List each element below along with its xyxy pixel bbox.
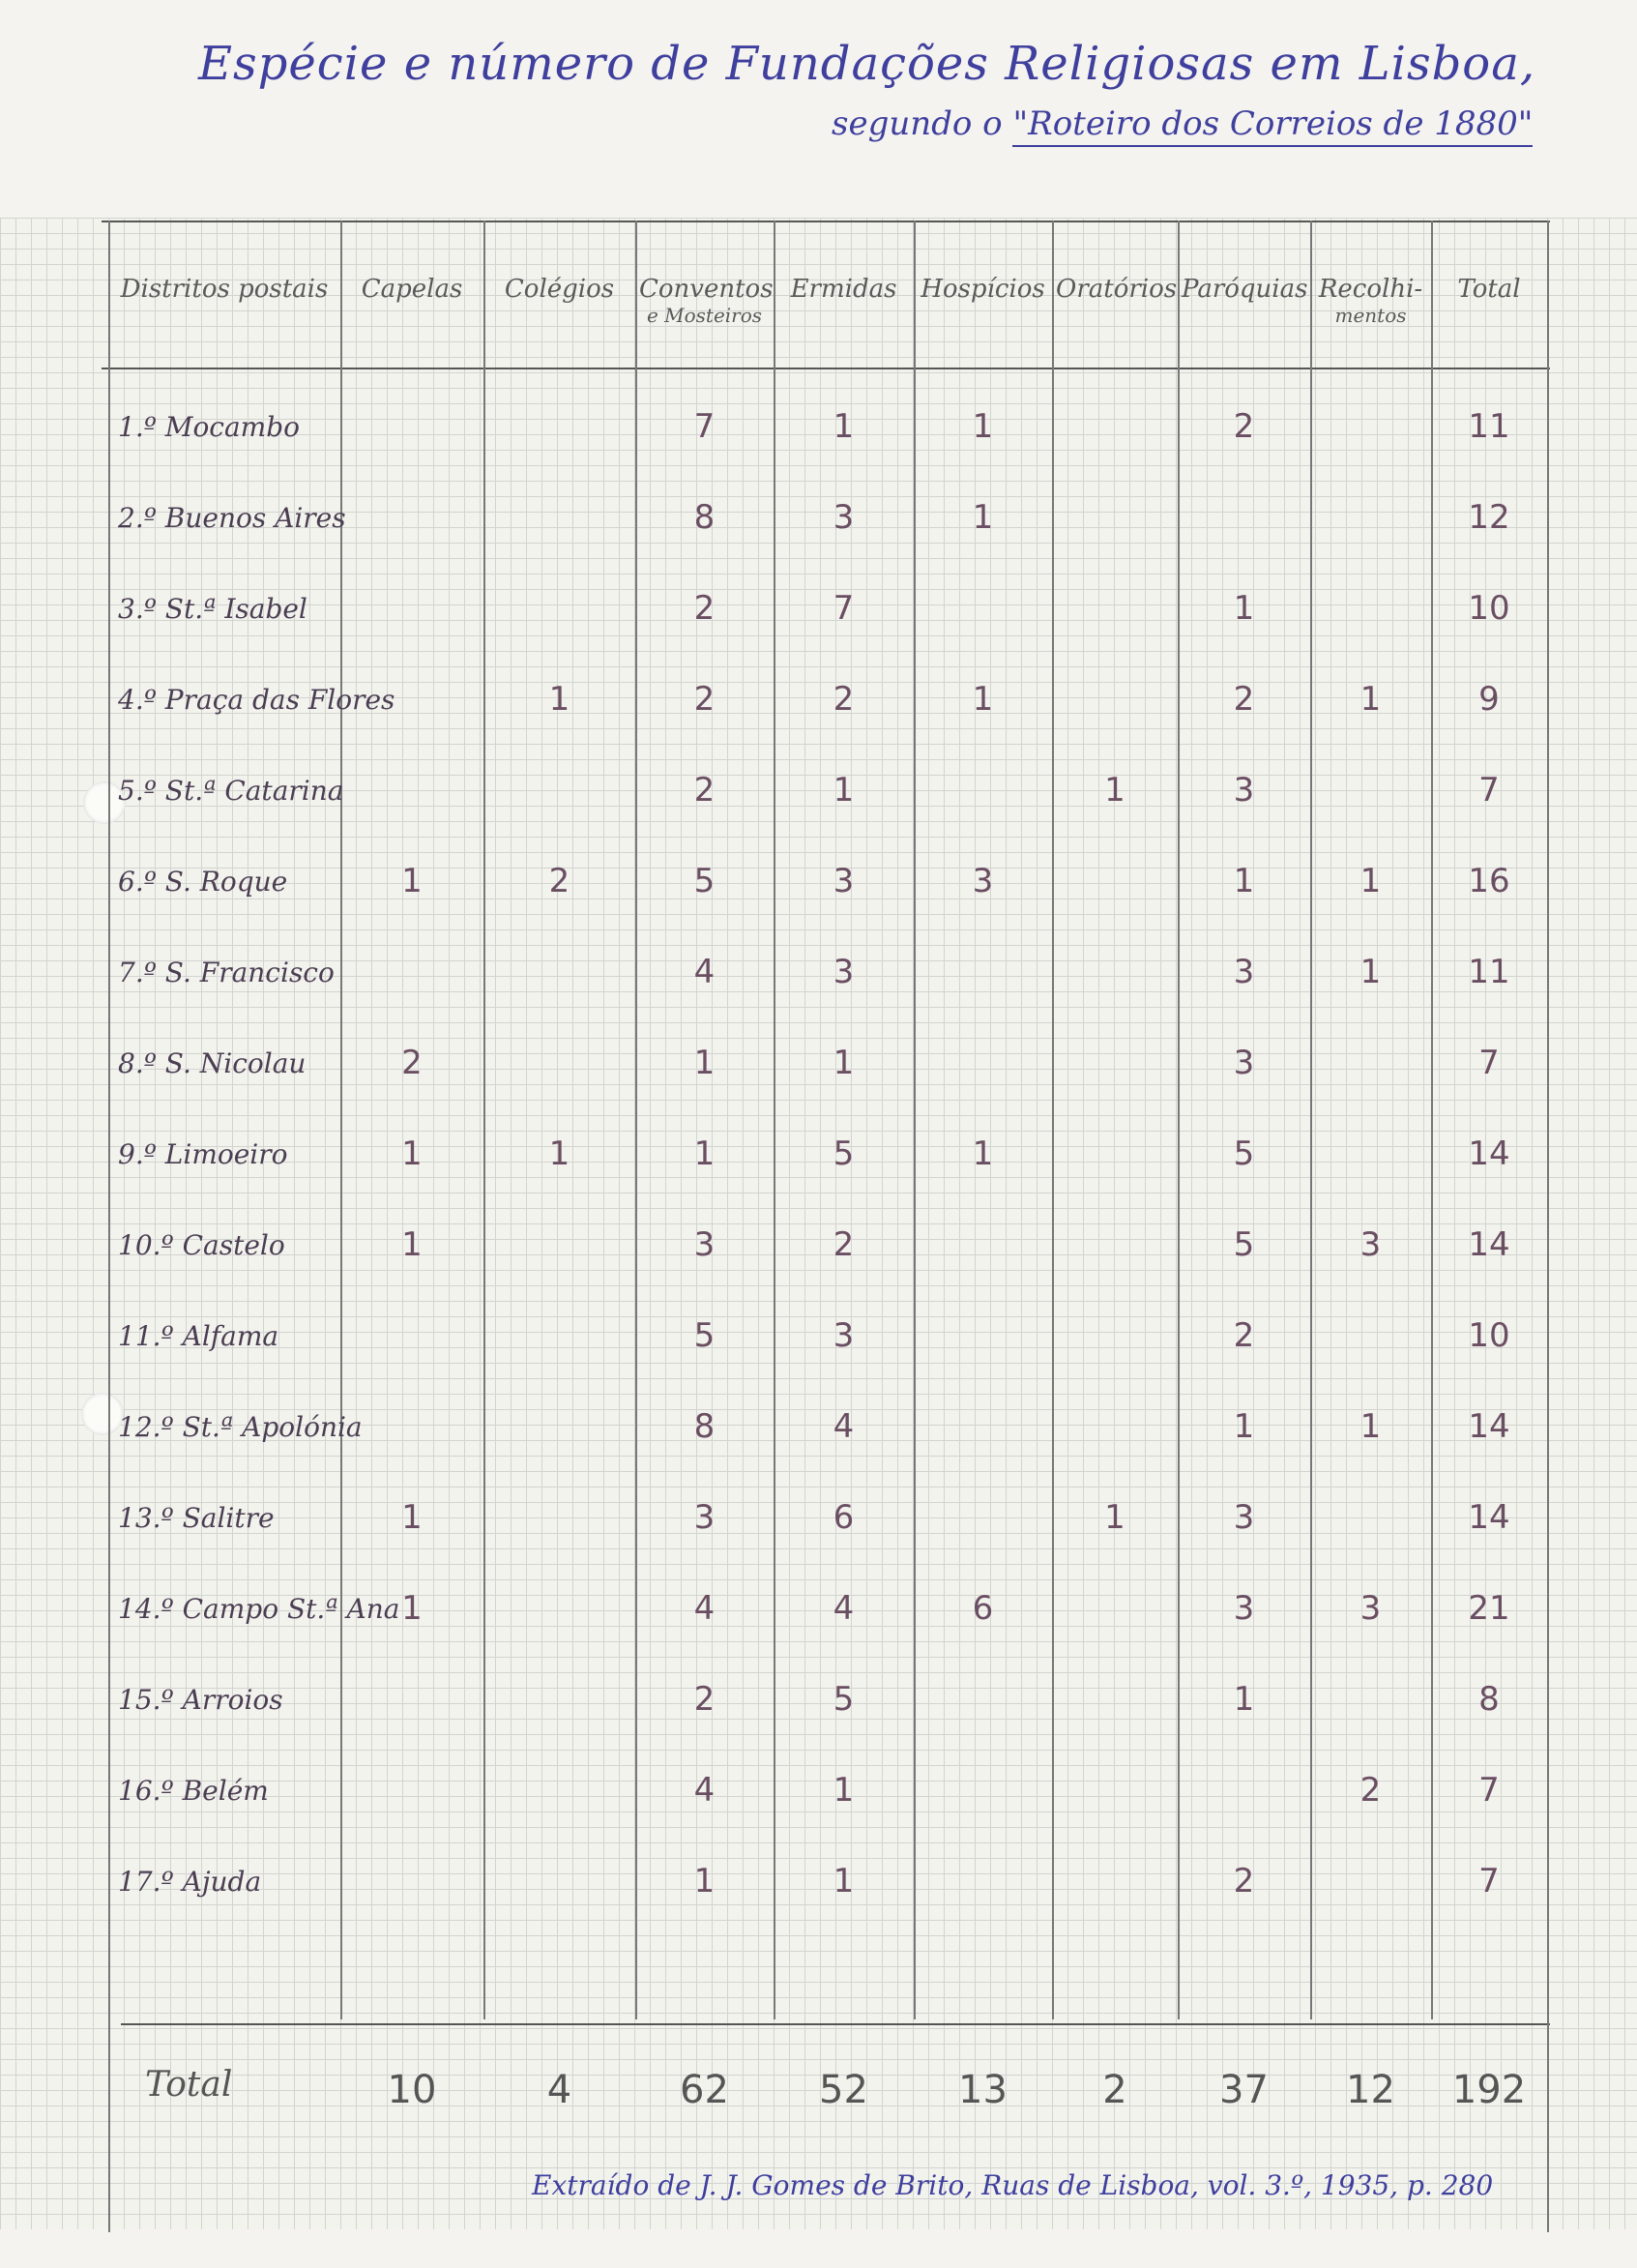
table-cell: 1 — [972, 1134, 994, 1173]
column-header-label: Hospícios — [921, 275, 1045, 304]
table-cell: 1 — [1359, 680, 1382, 719]
table-cell: 2 — [1233, 407, 1255, 446]
column-header — [1056, 275, 1178, 305]
district-label: 14.º Campo St.ª Ana — [118, 1593, 400, 1625]
table-cell: 1 — [693, 1862, 716, 1900]
district-label: 10.º Castelo — [118, 1229, 285, 1261]
header-divider — [102, 368, 1550, 369]
table-cell: 1 — [1359, 862, 1382, 900]
table-cell: 3 — [833, 1316, 855, 1355]
table-cell: 3 — [833, 862, 855, 900]
table-cell: 1 — [548, 680, 570, 719]
column-rule — [1547, 221, 1549, 2232]
table-cell: 3 — [972, 862, 994, 900]
total-cell: 13 — [958, 2068, 1008, 2112]
table-cell: 1 — [693, 1044, 716, 1082]
table-cell: 12 — [1468, 498, 1510, 537]
column-header — [777, 276, 910, 305]
table-cell: 16 — [1468, 862, 1510, 900]
table-cell: 10 — [1468, 1316, 1510, 1355]
table-cell: 4 — [833, 1589, 855, 1628]
table-cell: 2 — [693, 771, 716, 810]
column-rule — [635, 221, 637, 2019]
district-label: 2.º Buenos Aires — [118, 502, 346, 534]
district-label: 3.º St.ª Isabel — [118, 593, 307, 625]
table-cell: 2 — [548, 862, 570, 900]
column-header — [639, 275, 774, 327]
table-cell: 14 — [1468, 1225, 1510, 1264]
table-cell: 1 — [833, 1862, 855, 1900]
district-label: 16.º Belém — [118, 1775, 269, 1807]
column-header — [112, 276, 336, 305]
table-cell: 5 — [1233, 1225, 1255, 1264]
table-cell: 5 — [1233, 1134, 1255, 1173]
total-cell: 2 — [1102, 2068, 1127, 2112]
table-cell: 1 — [972, 680, 994, 719]
table-cell: 8 — [693, 498, 716, 537]
table-cell: 5 — [833, 1134, 855, 1173]
table-cell: 1 — [1233, 1680, 1255, 1719]
column-rule — [774, 221, 775, 2019]
table-cell: 1 — [401, 1498, 423, 1537]
column-header-label: Ermidas — [790, 275, 897, 304]
table-cell: 7 — [1478, 1044, 1500, 1082]
table-cell: 1 — [548, 1134, 570, 1173]
table-cell: 5 — [833, 1680, 855, 1719]
district-label: 4.º Praça das Flores — [118, 684, 395, 716]
subtitle-prefix: segundo o — [832, 104, 1013, 143]
table-cell: 1 — [1233, 1407, 1255, 1446]
table-cell: 3 — [693, 1498, 716, 1537]
total-cell: 62 — [680, 2068, 729, 2112]
column-header-label: Colégios — [504, 275, 615, 304]
table-cell: 3 — [1359, 1589, 1382, 1628]
district-label: 15.º Arroios — [118, 1684, 283, 1716]
table-cell: 3 — [833, 953, 855, 991]
district-label: 13.º Salitre — [118, 1502, 275, 1534]
column-header-sublabel: e Mosteiros — [646, 303, 763, 327]
column-header — [1435, 276, 1543, 305]
column-rule — [340, 221, 342, 2019]
table-cell: 2 — [833, 1225, 855, 1264]
district-label: 9.º Limoeiro — [118, 1138, 288, 1170]
column-header — [487, 276, 631, 305]
table-cell: 3 — [833, 498, 855, 537]
table-cell: 3 — [1233, 1044, 1255, 1082]
column-header-label: Distritos postais — [120, 275, 329, 304]
table-cell: 4 — [833, 1407, 855, 1446]
table-cell: 2 — [1233, 680, 1255, 719]
table-cell: 6 — [972, 1589, 994, 1628]
column-header — [1314, 276, 1427, 327]
table-cell: 4 — [693, 953, 716, 991]
table-cell: 1 — [972, 498, 994, 537]
table-cell: 3 — [693, 1225, 716, 1264]
table-cell: 2 — [693, 589, 716, 628]
district-label: 11.º Alfama — [118, 1320, 279, 1352]
district-label: 6.º S. Roque — [118, 866, 288, 898]
column-header-label: Capelas — [361, 275, 463, 304]
column-header — [344, 276, 480, 305]
table-cell: 3 — [1233, 1589, 1255, 1628]
table-cell: 5 — [693, 1316, 716, 1355]
table-cell: 1 — [401, 1589, 423, 1628]
table-cell: 1 — [401, 862, 423, 900]
table-top-border — [102, 221, 1550, 222]
table-cell: 1 — [972, 407, 994, 446]
column-rule — [1431, 221, 1433, 2019]
column-header-label: Recolhi- — [1318, 275, 1423, 304]
table-cell: 1 — [1359, 953, 1382, 991]
table-cell: 1 — [1104, 771, 1125, 810]
column-rule — [1178, 221, 1180, 2019]
column-header-label: Oratórios — [1056, 275, 1178, 304]
column-rule — [1310, 221, 1312, 2019]
total-cell: 37 — [1219, 2068, 1269, 2112]
table-cell: 1 — [401, 1225, 423, 1264]
table-cell: 10 — [1468, 589, 1510, 628]
table-cell: 3 — [1233, 1498, 1255, 1537]
district-label: 12.º St.ª Apolónia — [118, 1411, 363, 1443]
district-label: 17.º Ajuda — [118, 1866, 262, 1898]
table-cell: 2 — [1359, 1771, 1382, 1810]
table-cell: 14 — [1468, 1498, 1510, 1537]
table-cell: 1 — [1104, 1498, 1125, 1537]
table-cell: 7 — [1478, 1862, 1500, 1900]
total-cell: 4 — [546, 2068, 572, 2112]
total-row-label: Total — [145, 2065, 233, 2105]
table-cell: 1 — [401, 1134, 423, 1173]
table-cell: 1 — [1233, 589, 1255, 628]
table-cell: 4 — [693, 1771, 716, 1810]
column-rule — [108, 221, 110, 2232]
column-header — [1182, 276, 1306, 305]
source-title: "Roteiro dos Correios de 1880" — [1012, 104, 1533, 147]
table-cell: 14 — [1468, 1134, 1510, 1173]
table-cell: 3 — [1359, 1225, 1382, 1264]
total-cell: 52 — [819, 2068, 868, 2112]
table-cell: 21 — [1468, 1589, 1510, 1628]
table-cell: 7 — [1478, 771, 1500, 810]
table-cell: 11 — [1468, 407, 1510, 446]
table-cell: 2 — [693, 680, 716, 719]
table-cell: 3 — [1233, 771, 1255, 810]
column-header-sublabel: mentos — [1334, 303, 1407, 327]
column-rule — [483, 221, 485, 2019]
total-cell: 192 — [1451, 2068, 1527, 2112]
table-cell: 7 — [833, 589, 855, 628]
table-cell: 7 — [693, 407, 716, 446]
table-cell: 2 — [833, 680, 855, 719]
table-cell: 9 — [1478, 680, 1500, 719]
column-rule — [914, 221, 916, 2019]
district-label: 7.º S. Francisco — [118, 957, 335, 988]
table-cell: 1 — [1359, 1407, 1382, 1446]
table-cell: 14 — [1468, 1407, 1510, 1446]
district-label: 8.º S. Nicolau — [118, 1047, 307, 1079]
table-cell: 1 — [833, 1044, 855, 1082]
table-cell: 2 — [401, 1044, 423, 1082]
table-cell: 7 — [1478, 1771, 1500, 1810]
table-cell: 11 — [1468, 953, 1510, 991]
table-cell: 1 — [1233, 862, 1255, 900]
district-label: 1.º Mocambo — [118, 411, 301, 443]
column-header-label: Conventos — [639, 275, 774, 304]
column-rule — [1052, 221, 1054, 2019]
page-subtitle — [832, 104, 1533, 143]
totals-divider — [121, 2023, 1550, 2025]
source-footnote: Extraído de J. J. Gomes de Brito, Ruas de Lisboa, vol. 3.º, 1935, p. 280 — [532, 2169, 1494, 2201]
total-cell: 10 — [387, 2068, 437, 2112]
table-cell: 1 — [693, 1134, 716, 1173]
table-cell: 3 — [1233, 953, 1255, 991]
table-cell: 8 — [1478, 1680, 1500, 1719]
column-header-label: Paróquias — [1182, 275, 1308, 304]
column-header-label: Total — [1457, 275, 1521, 304]
page-title: Espécie e número de Fundações Religiosas em Lisboa, — [198, 37, 1536, 91]
table-cell: 2 — [1233, 1862, 1255, 1900]
table-cell: 5 — [693, 862, 716, 900]
table-cell: 1 — [833, 1771, 855, 1810]
table-cell: 4 — [693, 1589, 716, 1628]
table-cell: 1 — [833, 407, 855, 446]
table-cell: 6 — [833, 1498, 855, 1537]
total-cell: 12 — [1346, 2068, 1395, 2112]
table-cell: 1 — [833, 771, 855, 810]
column-header — [918, 276, 1048, 305]
table-cell: 2 — [1233, 1316, 1255, 1355]
table-cell: 2 — [693, 1680, 716, 1719]
district-label: 5.º St.ª Catarina — [118, 775, 344, 807]
table-cell: 8 — [693, 1407, 716, 1446]
